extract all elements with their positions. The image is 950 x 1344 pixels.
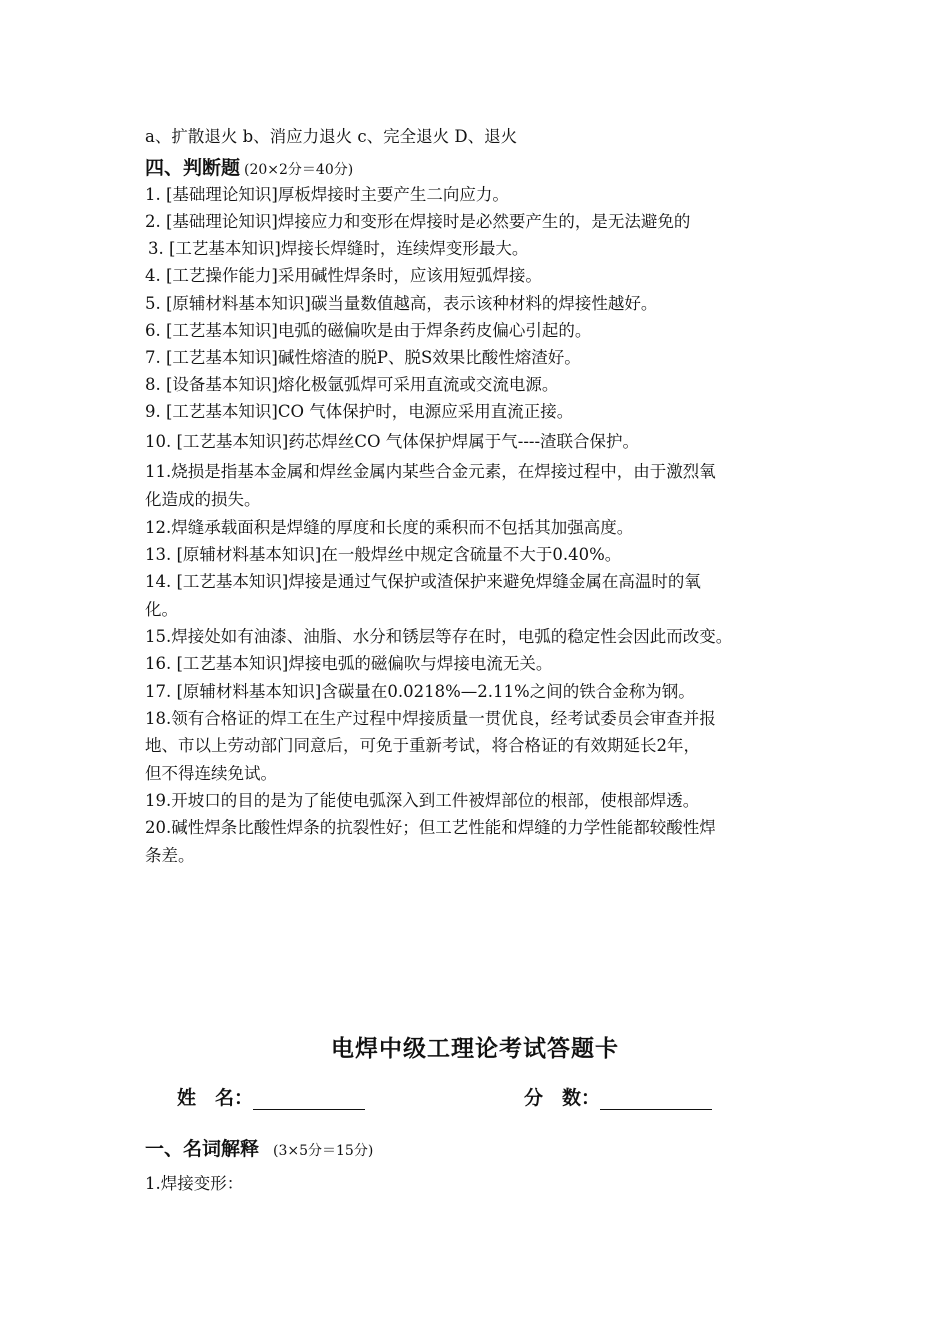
list-item: 条差。	[145, 846, 195, 865]
list-item: 9. [工艺基本知识]CO 气体保护时，电源应采用直流正接。	[145, 402, 574, 421]
section1-heading	[145, 1134, 373, 1161]
section4-points: (20×2分＝40分)	[244, 162, 354, 178]
list-item: 13. [原辅材料基本知识]在一般焊丝中规定含硫量不大于0.40%。	[145, 545, 622, 564]
list-item: 17. [原辅材料基本知识]含碳量在0.0218%—2.11%之间的铁合金称为钢。	[145, 682, 695, 701]
list-item: 7. [工艺基本知识]碱性熔渣的脱P、脱S效果比酸性熔渣好。	[145, 348, 581, 367]
list-item: 6. [工艺基本知识]电弧的磁偏吹是由于焊条药皮偏心引起的。	[145, 321, 592, 340]
list-item: 16. [工艺基本知识]焊接电弧的磁偏吹与焊接电流无关。	[145, 654, 553, 673]
answer-card-title: 电焊中级工理论考试答题卡	[331, 1035, 619, 1062]
score-blank[interactable]	[600, 1087, 712, 1110]
list-item: 1. [基础理论知识]厚板焊接时主要产生二向应力。	[145, 185, 509, 204]
list-item: 但不得连续免试。	[145, 764, 277, 783]
list-item: 15.焊接处如有油漆、油脂、水分和锈层等存在时，电弧的稳定性会因此而改变。	[145, 627, 733, 646]
list-item: 12.焊缝承载面积是焊缝的厚度和长度的乘积而不包括其加强高度。	[145, 518, 634, 537]
score-field	[524, 1083, 712, 1110]
list-item: 化。	[145, 600, 178, 619]
list-item: 8. [设备基本知识]熔化极氩弧焊可采用直流或交流电源。	[145, 375, 559, 394]
list-item: 2. [基础理论知识]焊接应力和变形在焊接时是必然要产生的，是无法避免的	[145, 212, 691, 231]
list-item: 4. [工艺操作能力]采用碱性焊条时，应该用短弧焊接。	[145, 266, 542, 285]
list-item: 地、市以上劳动部门同意后，可免于重新考试，将合格证的有效期延长2年，	[145, 736, 700, 755]
section4-heading	[145, 153, 353, 180]
list-item: 18.领有合格证的焊工在生产过程中焊接质量一贯优良，经考试委员会审查并报	[145, 709, 716, 728]
section1-title: 一、名词解释	[145, 1138, 260, 1160]
list-item: 10. [工艺基本知识]药芯焊丝CO 气体保护焊属于气----渣联合保护。	[145, 432, 640, 451]
name-blank[interactable]	[253, 1087, 365, 1110]
list-item: 14. [工艺基本知识]焊接是通过气保护或渣保护来避免焊缝金属在高温时的氧	[145, 572, 701, 591]
list-item: 19.开坡口的目的是为了能使电弧深入到工件被焊部位的根部，使根部焊透。	[145, 791, 700, 810]
score-label: 分 数：	[524, 1087, 601, 1109]
section4-title: 四、判断题	[145, 157, 241, 179]
name-label: 姓 名：	[177, 1087, 254, 1109]
question-1: 1.焊接变形：	[145, 1174, 244, 1193]
options-line: a、扩散退火 b、消应力退火 c、完全退火 D、退火	[145, 127, 518, 146]
list-item: 20.碱性焊条比酸性焊条的抗裂性好；但工艺性能和焊缝的力学性能都较酸性焊	[145, 818, 716, 837]
name-field	[177, 1083, 365, 1110]
list-item: 5. [原辅材料基本知识]碳当量数值越高，表示该种材料的焊接性越好。	[145, 294, 658, 313]
list-item: 11.烧损是指基本金属和焊丝金属内某些合金元素，在焊接过程中，由于激烈氧	[145, 462, 716, 481]
section1-points: (3×5分＝15分)	[273, 1143, 374, 1159]
list-item: 化造成的损失。	[145, 490, 261, 509]
list-item: 3. [工艺基本知识]焊接长焊缝时，连续焊变形最大。	[148, 239, 529, 258]
